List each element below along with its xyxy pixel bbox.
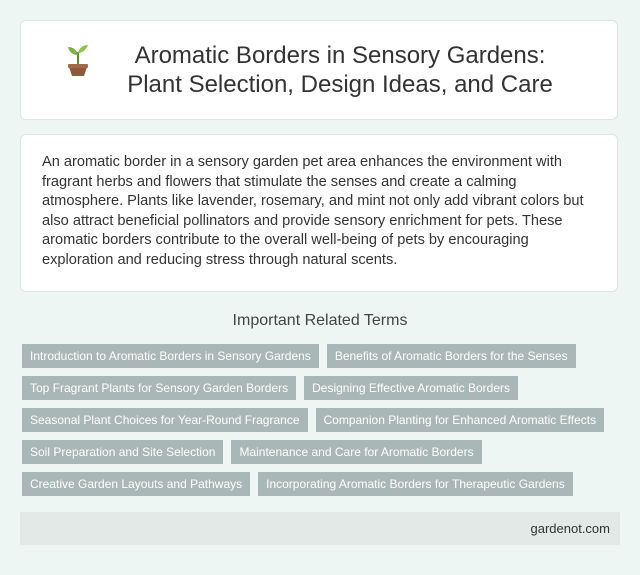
related-term-tag[interactable]: Benefits of Aromatic Borders for the Senses bbox=[327, 344, 576, 368]
related-term-tag[interactable]: Designing Effective Aromatic Borders bbox=[304, 376, 518, 400]
related-term-tag[interactable]: Companion Planting for Enhanced Aromatic Effects bbox=[316, 408, 605, 432]
footer bbox=[20, 512, 620, 545]
related-term-tag[interactable]: Top Fragrant Plants for Sensory Garden Borders bbox=[22, 376, 296, 400]
title-card bbox=[20, 20, 618, 120]
related-terms-heading: Important Related Terms bbox=[232, 312, 408, 329]
page-title: Aromatic Borders in Sensory Gardens: Plant Selection, Design Ideas, and Care bbox=[127, 42, 553, 98]
related-terms-list bbox=[22, 344, 622, 496]
description-text: An aromatic border in a sensory garden pet area enhances the environment with fragrant herbs and flowers that stimulate the senses and create a calming atmosphere. Plants like lavender, rosemary, and mint not only add vibrant colors but also attract beneficial pollinators and provide sensory enrichment for pets. These aromatic borders contribute to the overall well-being of pets by encouraging exploration and reducing stress through natural scents. bbox=[42, 154, 584, 268]
related-term-tag[interactable]: Seasonal Plant Choices for Year-Round Fragrance bbox=[22, 408, 308, 432]
title-wrap bbox=[43, 41, 595, 99]
related-term-tag[interactable]: Soil Preparation and Site Selection bbox=[22, 440, 223, 464]
related-term-tag[interactable]: Introduction to Aromatic Borders in Sensory Gardens bbox=[22, 344, 319, 368]
related-term-tag[interactable]: Incorporating Aromatic Borders for Therapeutic Gardens bbox=[258, 472, 573, 496]
related-term-tag[interactable]: Maintenance and Care for Aromatic Borders bbox=[231, 440, 481, 464]
footer-site-link[interactable]: gardenot.com bbox=[530, 521, 610, 536]
related-term-tag[interactable]: Creative Garden Layouts and Pathways bbox=[22, 472, 250, 496]
sprout-icon bbox=[63, 43, 93, 77]
description-card bbox=[20, 134, 618, 292]
